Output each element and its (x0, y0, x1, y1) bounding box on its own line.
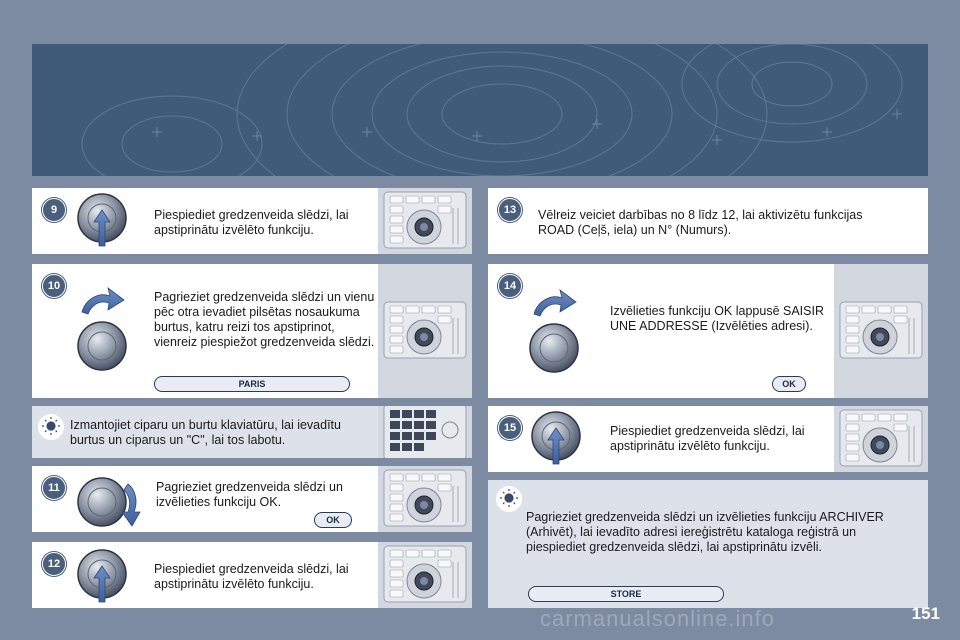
step-text: Piespiediet gredzenveida slēdzi, lai apstiprinātu izvēlēto funkciju. (610, 424, 805, 453)
step-number-badge: 11 (42, 476, 66, 500)
device-panel-icon (378, 188, 472, 254)
knob-rotate-icon (524, 288, 584, 378)
step-number-badge: 13 (498, 198, 522, 222)
step-11-card (32, 466, 472, 532)
keypad-panel-icon (378, 406, 472, 458)
step-text: Pagrieziet gredzenveida slēdzi un izvēlieties funkciju OK. (156, 480, 343, 509)
step-number-badge: 15 (498, 416, 522, 440)
knob-push-icon (528, 408, 584, 470)
store-button[interactable]: STORE (528, 586, 724, 602)
step-text: Piespiediet gredzenveida slēdzi, lai apstiprinātu izvēlēto funkciju. (154, 562, 349, 591)
header-banner (32, 44, 928, 176)
step-14-card (488, 264, 928, 398)
step-text: Piespiediet gredzenveida slēdzi, lai apstiprinātu izvēlēto funkciju. (154, 208, 349, 237)
step-number-badge: 14 (498, 274, 522, 298)
step-15-card (488, 406, 928, 472)
step-text: Vēlreiz veiciet darbības no 8 līdz 12, lai aktivizētu funkcijas ROAD (Ceļš, iela) un N° (Numurs). (538, 208, 863, 237)
step-13-card (488, 188, 928, 254)
knob-push-icon (74, 546, 130, 608)
tip-keyboard-card (32, 406, 472, 458)
step-9-card (32, 188, 472, 254)
watermark: carmanualsonline.info (540, 606, 776, 631)
lightbulb-icon (496, 486, 522, 512)
ok-button[interactable]: OK (772, 376, 806, 392)
lightbulb-icon (38, 414, 64, 440)
device-panel-icon (378, 466, 472, 532)
tip-text: Izmantojiet ciparu un burtu klaviatūru, lai ievadītu burtus un ciparus un "C", lai tos labotu. (70, 418, 341, 447)
device-panel-icon (378, 542, 472, 608)
step-number-badge: 10 (42, 274, 66, 298)
step-10-card (32, 264, 472, 398)
step-number-badge: 9 (42, 198, 66, 222)
step-number-badge: 12 (42, 552, 66, 576)
page-number: 151 (911, 604, 940, 623)
tip-archive-card (488, 480, 928, 608)
device-panel-icon (834, 264, 928, 398)
step-text: Pagrieziet gredzenveida slēdzi un vienu pēc otra ievadiet pilsētas nosaukuma burtus, katru reizi tos apstiprinot, vienreiz piespiežot gredzenveida slēdzi. (154, 290, 375, 349)
knob-rotate-icon (72, 286, 132, 376)
step-12-card (32, 542, 472, 608)
tip-text: Pagrieziet gredzenveida slēdzi un izvēlieties funkciju ARCHIVER (Arhivēt), lai ievadīto adresi iereģistrētu kataloga reģistrā un piespiediet gredzenveida slēdzi, lai apstiprinātu izvēli. (526, 510, 884, 554)
knob-rotate-icon (72, 470, 148, 532)
knob-push-icon (74, 190, 130, 252)
step-text: Izvēlieties funkciju OK lappusē SAISIR UNE ADDRESSE (Izvēlēties adresi). (610, 304, 824, 333)
paris-button[interactable]: PARIS (154, 376, 350, 392)
ok-button[interactable]: OK (314, 512, 352, 528)
device-panel-icon (834, 406, 928, 472)
topographic-pattern (32, 44, 928, 176)
device-panel-icon (378, 264, 472, 398)
